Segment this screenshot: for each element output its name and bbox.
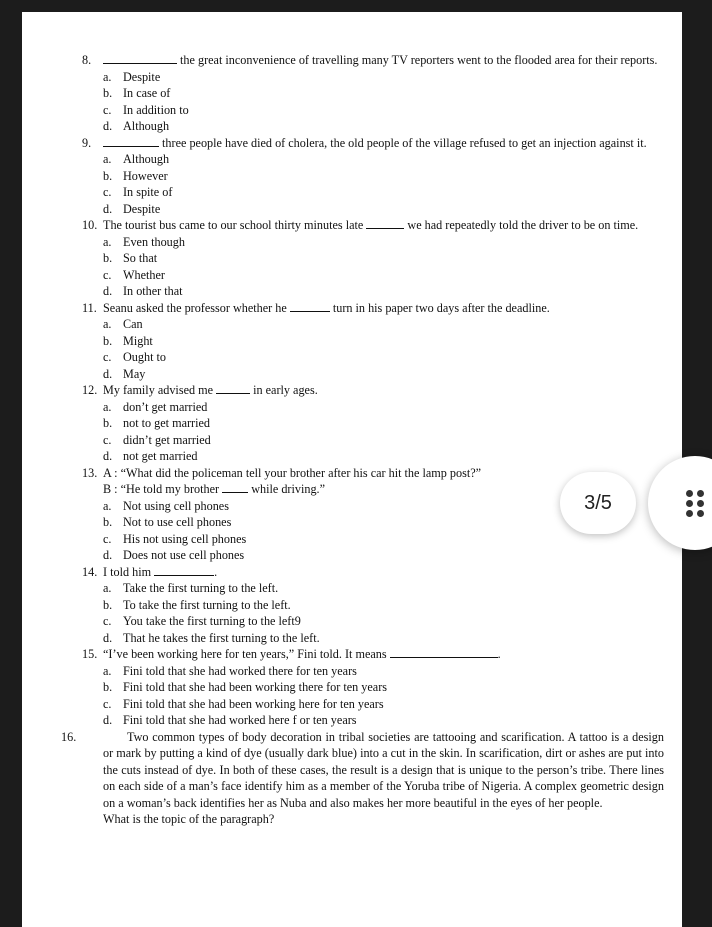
question-12 bbox=[82, 382, 664, 399]
option-10d: d. In other that bbox=[103, 284, 183, 298]
question-number: 14. bbox=[82, 564, 98, 579]
question-text: Seanu asked the professor whether he bbox=[103, 300, 290, 315]
question-8 bbox=[82, 52, 664, 69]
document-page bbox=[22, 12, 682, 927]
option-8c: c. In addition to bbox=[103, 102, 189, 117]
question-text: the great inconvenience of travelling many TV reporters went to the flooded area for their reports. bbox=[177, 53, 658, 67]
grid-dots-icon bbox=[686, 490, 712, 518]
question-number: 9. bbox=[82, 135, 92, 150]
option-15c: c. Fini told that she had been working here for ten years bbox=[103, 696, 384, 711]
option-11c: c. Ought to bbox=[103, 350, 166, 364]
option-9a: a. Although bbox=[103, 152, 170, 166]
question-9 bbox=[82, 135, 664, 152]
question-10 bbox=[82, 217, 664, 234]
question-number: 8. bbox=[82, 53, 92, 67]
page-indicator-label: 3/5 bbox=[584, 491, 612, 514]
question-number: 10. bbox=[82, 218, 98, 232]
question-number: 12. bbox=[82, 383, 98, 397]
option-9c: c. In spite of bbox=[103, 185, 173, 199]
option-13d: d. Does not use cell phones bbox=[103, 548, 245, 562]
option-12d: d. not get married bbox=[103, 449, 198, 463]
option-13a: a. Not using cell phones bbox=[103, 498, 229, 513]
question-16 bbox=[61, 729, 664, 812]
answer-blank bbox=[216, 383, 250, 394]
reading-question: What is the topic of the paragraph? bbox=[103, 812, 275, 826]
question-text: “I’ve been working here for ten years,” Fini told. It means bbox=[103, 647, 390, 661]
question-text-end: we had repeatedly told the driver to be on time. bbox=[404, 218, 639, 232]
answer-blank bbox=[154, 565, 214, 576]
page-indicator bbox=[560, 472, 636, 534]
option-12c: c. didn’t get married bbox=[103, 432, 211, 447]
option-14a: a. Take the first turning to the left. bbox=[103, 581, 279, 595]
question-text: I told him bbox=[103, 564, 155, 579]
answer-blank bbox=[222, 482, 248, 493]
option-14d: d. That he takes the first turning to the left. bbox=[103, 630, 320, 645]
question-text: three people have died of cholera, the old people of the village refused to get an injection against it. bbox=[159, 135, 647, 150]
option-13b: b. Not to use cell phones bbox=[103, 515, 232, 529]
dialogue-line-b: B : “He told my brother while driving.” bbox=[103, 482, 325, 496]
question-text: The tourist bus came to our school thirty minutes late bbox=[103, 218, 367, 232]
option-8b: b. In case of bbox=[103, 86, 171, 100]
question-14: 14. I told him . bbox=[82, 564, 218, 579]
question-15: 15. “I’ve been working here for ten years,” Fini told. It means . bbox=[82, 647, 501, 661]
question-number: 13. bbox=[82, 465, 98, 480]
answer-blank bbox=[103, 136, 159, 147]
option-8a: a. Despite bbox=[103, 69, 161, 84]
option-11a: a. Can bbox=[103, 317, 143, 331]
question-text: My family advised me bbox=[103, 383, 217, 397]
option-9b: b. However bbox=[103, 168, 168, 183]
question-text-end: in early ages. bbox=[250, 383, 318, 397]
option-12b: b. not to get married bbox=[103, 416, 210, 430]
option-15d: d. Fini told that she had worked here f or ten years bbox=[103, 713, 357, 727]
option-10c: c. Whether bbox=[103, 267, 165, 282]
question-11 bbox=[82, 300, 664, 317]
option-12a: a. don’t get married bbox=[103, 399, 208, 414]
question-number: 16. bbox=[61, 729, 77, 744]
answer-blank bbox=[366, 218, 404, 229]
option-15a: a. Fini told that she had worked there for ten years bbox=[103, 663, 357, 678]
option-14b: b. To take the first turning to the left. bbox=[103, 597, 291, 612]
option-10b: b. So that bbox=[103, 251, 158, 265]
reading-paragraph: Two common types of body decoration in tribal societies are tattooing and scarification. A tattoo is a design or mark by putting a kind of dye (usually dark blue) into a cut in the skin. In scarification, dirt or ashes are put into the cuts instead of dye. In both of these cases, the result is a design that is unique to the person’s tribe. There lines on each side of a man’s face identify him as a member of the Yoruba tribe of Nigeria. A complex geometric design on a woman’s back identifies her as Nuba and also makes her more beautiful in the eyes of her people. bbox=[103, 729, 664, 810]
option-13c: c. His not using cell phones bbox=[103, 531, 247, 546]
option-8d: d. Although bbox=[103, 119, 170, 133]
option-10a: a. Even though bbox=[103, 234, 185, 249]
answer-blank bbox=[290, 301, 330, 312]
option-15b: b. Fini told that she had been working there for ten years bbox=[103, 680, 387, 694]
option-9d: d. Despite bbox=[103, 201, 161, 216]
question-text-end: turn in his paper two days after the deadline. bbox=[329, 300, 550, 315]
question-number: 15. bbox=[82, 647, 98, 661]
option-14c: c. You take the first turning to the left9 bbox=[103, 614, 301, 628]
answer-blank bbox=[103, 53, 177, 64]
question-list bbox=[61, 52, 664, 828]
question-number: 11. bbox=[82, 300, 97, 315]
answer-blank bbox=[390, 647, 498, 658]
dialogue-line-a: A : “What did the policeman tell your brother after his car hit the lamp post?” bbox=[103, 465, 482, 480]
option-11b: b. Might bbox=[103, 333, 153, 348]
option-11d: d. May bbox=[103, 366, 146, 381]
